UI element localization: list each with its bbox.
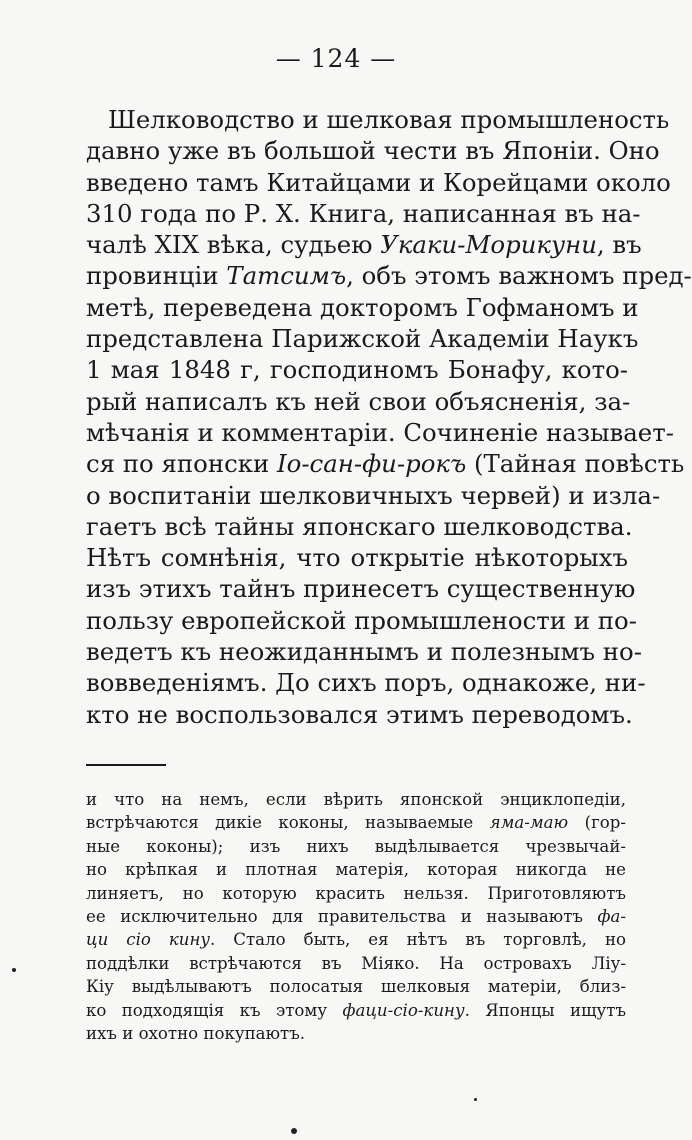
footnote-line [86,952,626,975]
footnote-line [86,1022,626,1045]
footnote-line [86,928,626,951]
text-run: введено тамъ Китайцами и Корейцами около [86,167,671,197]
italic-term: Іо-сан-фи-рокъ [277,449,467,479]
text-run: изъ этихъ тайнъ принесетъ существенную [86,574,636,604]
main-paragraph [86,104,692,730]
italic-term: Укаки-Морикуни [380,230,597,260]
text-run: мѣчанія и комментаріи. Сочиненіе называет- [86,417,674,447]
text-run: провинціи [86,261,227,291]
text-line [86,636,642,667]
text-run: , въ [596,230,642,260]
text-run: давно уже въ большой чести въ Японіи. Оно [86,136,660,166]
text-run: представлена Парижской Академіи Наукъ [86,324,639,354]
text-line [86,480,661,511]
text-run: ихъ и охотно покупаютъ. [86,1024,306,1044]
text-run: вовведеніямъ. До сихъ поръ, однакоже, ни- [86,668,646,698]
text-line [86,323,639,354]
text-line [86,542,628,573]
footnote-divider [86,764,166,766]
text-run: . Стало быть, ея нѣтъ въ торговлѣ, но [210,930,627,950]
text-run: (гор- [568,813,626,833]
text-run: Шелководство и шелковая промышленость [108,105,670,134]
text-run: поддѣлки встрѣчаются въ Міяко. На островахъ Ліу- [86,953,626,973]
text-line [86,135,660,166]
text-run: Нѣтъ сомнѣнія, что открытіе нѣкоторыхъ [86,543,628,573]
footnote-line [86,788,626,811]
text-run: чалѣ XIX вѣка, судьею [86,230,381,260]
text-run: встрѣчаются дикіе коконы, называемые [86,813,490,833]
text-run: ведетъ къ неожиданнымъ и полезнымъ но- [86,637,642,667]
text-line [86,667,646,698]
print-speck [474,1098,477,1101]
footnote-line [86,905,626,928]
text-line [86,511,633,542]
text-run: метѣ, переведена докторомъ Гофманомъ и [86,292,639,322]
text-run: линяетъ, но которую красить нельзя. Приготовляютъ [86,883,626,903]
italic-term: фа- [597,907,626,927]
text-run: (Тайная повѣсть [466,449,685,479]
text-line [86,292,639,323]
text-line [86,448,685,479]
text-line [86,605,637,636]
text-run: ко подходящія къ этому [86,1000,343,1020]
text-run: ные коконы); изъ нихъ выдѣлывается чрезвычай- [86,836,626,856]
text-line [86,167,671,198]
text-run: пользу европейской промышлености и по- [86,605,637,635]
footnote-line [86,882,626,905]
text-run: о воспитаніи шелковичныхъ червей) и изла- [86,480,661,510]
text-run: гаетъ всѣ тайны японскаго шелководства. [86,511,633,541]
print-speck [12,968,16,972]
page-number: — 124 — [275,44,397,73]
italic-term: яма-маю [489,813,569,833]
text-line [86,573,636,604]
text-line [86,386,631,417]
italic-term: ци сіо кину [86,930,211,950]
text-run: и что на немъ, если вѣрить японской энциклопедіи, [86,790,626,809]
footnote-line [86,975,626,998]
text-run: ся по японски [86,449,277,479]
text-line [86,104,670,135]
text-run: , объ этомъ важномъ пред- [346,261,692,291]
italic-term: фаци-сіо-кину [342,1000,465,1020]
text-run: Кіу выдѣлываютъ полосатыя шелковыя матеріи, близ- [86,977,626,997]
text-run: кто не воспользовался этимъ переводомъ. [86,699,633,729]
footnote-line [86,858,626,881]
text-run: . Японцы ищутъ [464,1000,626,1020]
print-speck [291,1128,297,1134]
text-run: 1 мая 1848 г, господиномъ Бонафу, кото- [86,355,628,385]
text-line [86,699,633,730]
footnote-line [86,811,626,834]
text-line [86,354,628,385]
footnote-line [86,999,626,1022]
text-run: 310 года по Р. Х. Книга, написанная въ на- [86,198,641,228]
text-line [86,198,641,229]
italic-term: Татсимъ [226,261,347,291]
footnote [86,788,626,1045]
text-line [86,229,642,260]
footnote-line [86,835,626,858]
text-run: ее исключительно для правительства и называютъ [86,907,598,927]
text-line [86,417,674,448]
text-run: рый написалъ къ ней свои объясненія, за- [86,386,631,416]
text-run: но крѣпкая и плотная матерія, которая никогда не [86,860,626,880]
text-line [86,260,692,291]
